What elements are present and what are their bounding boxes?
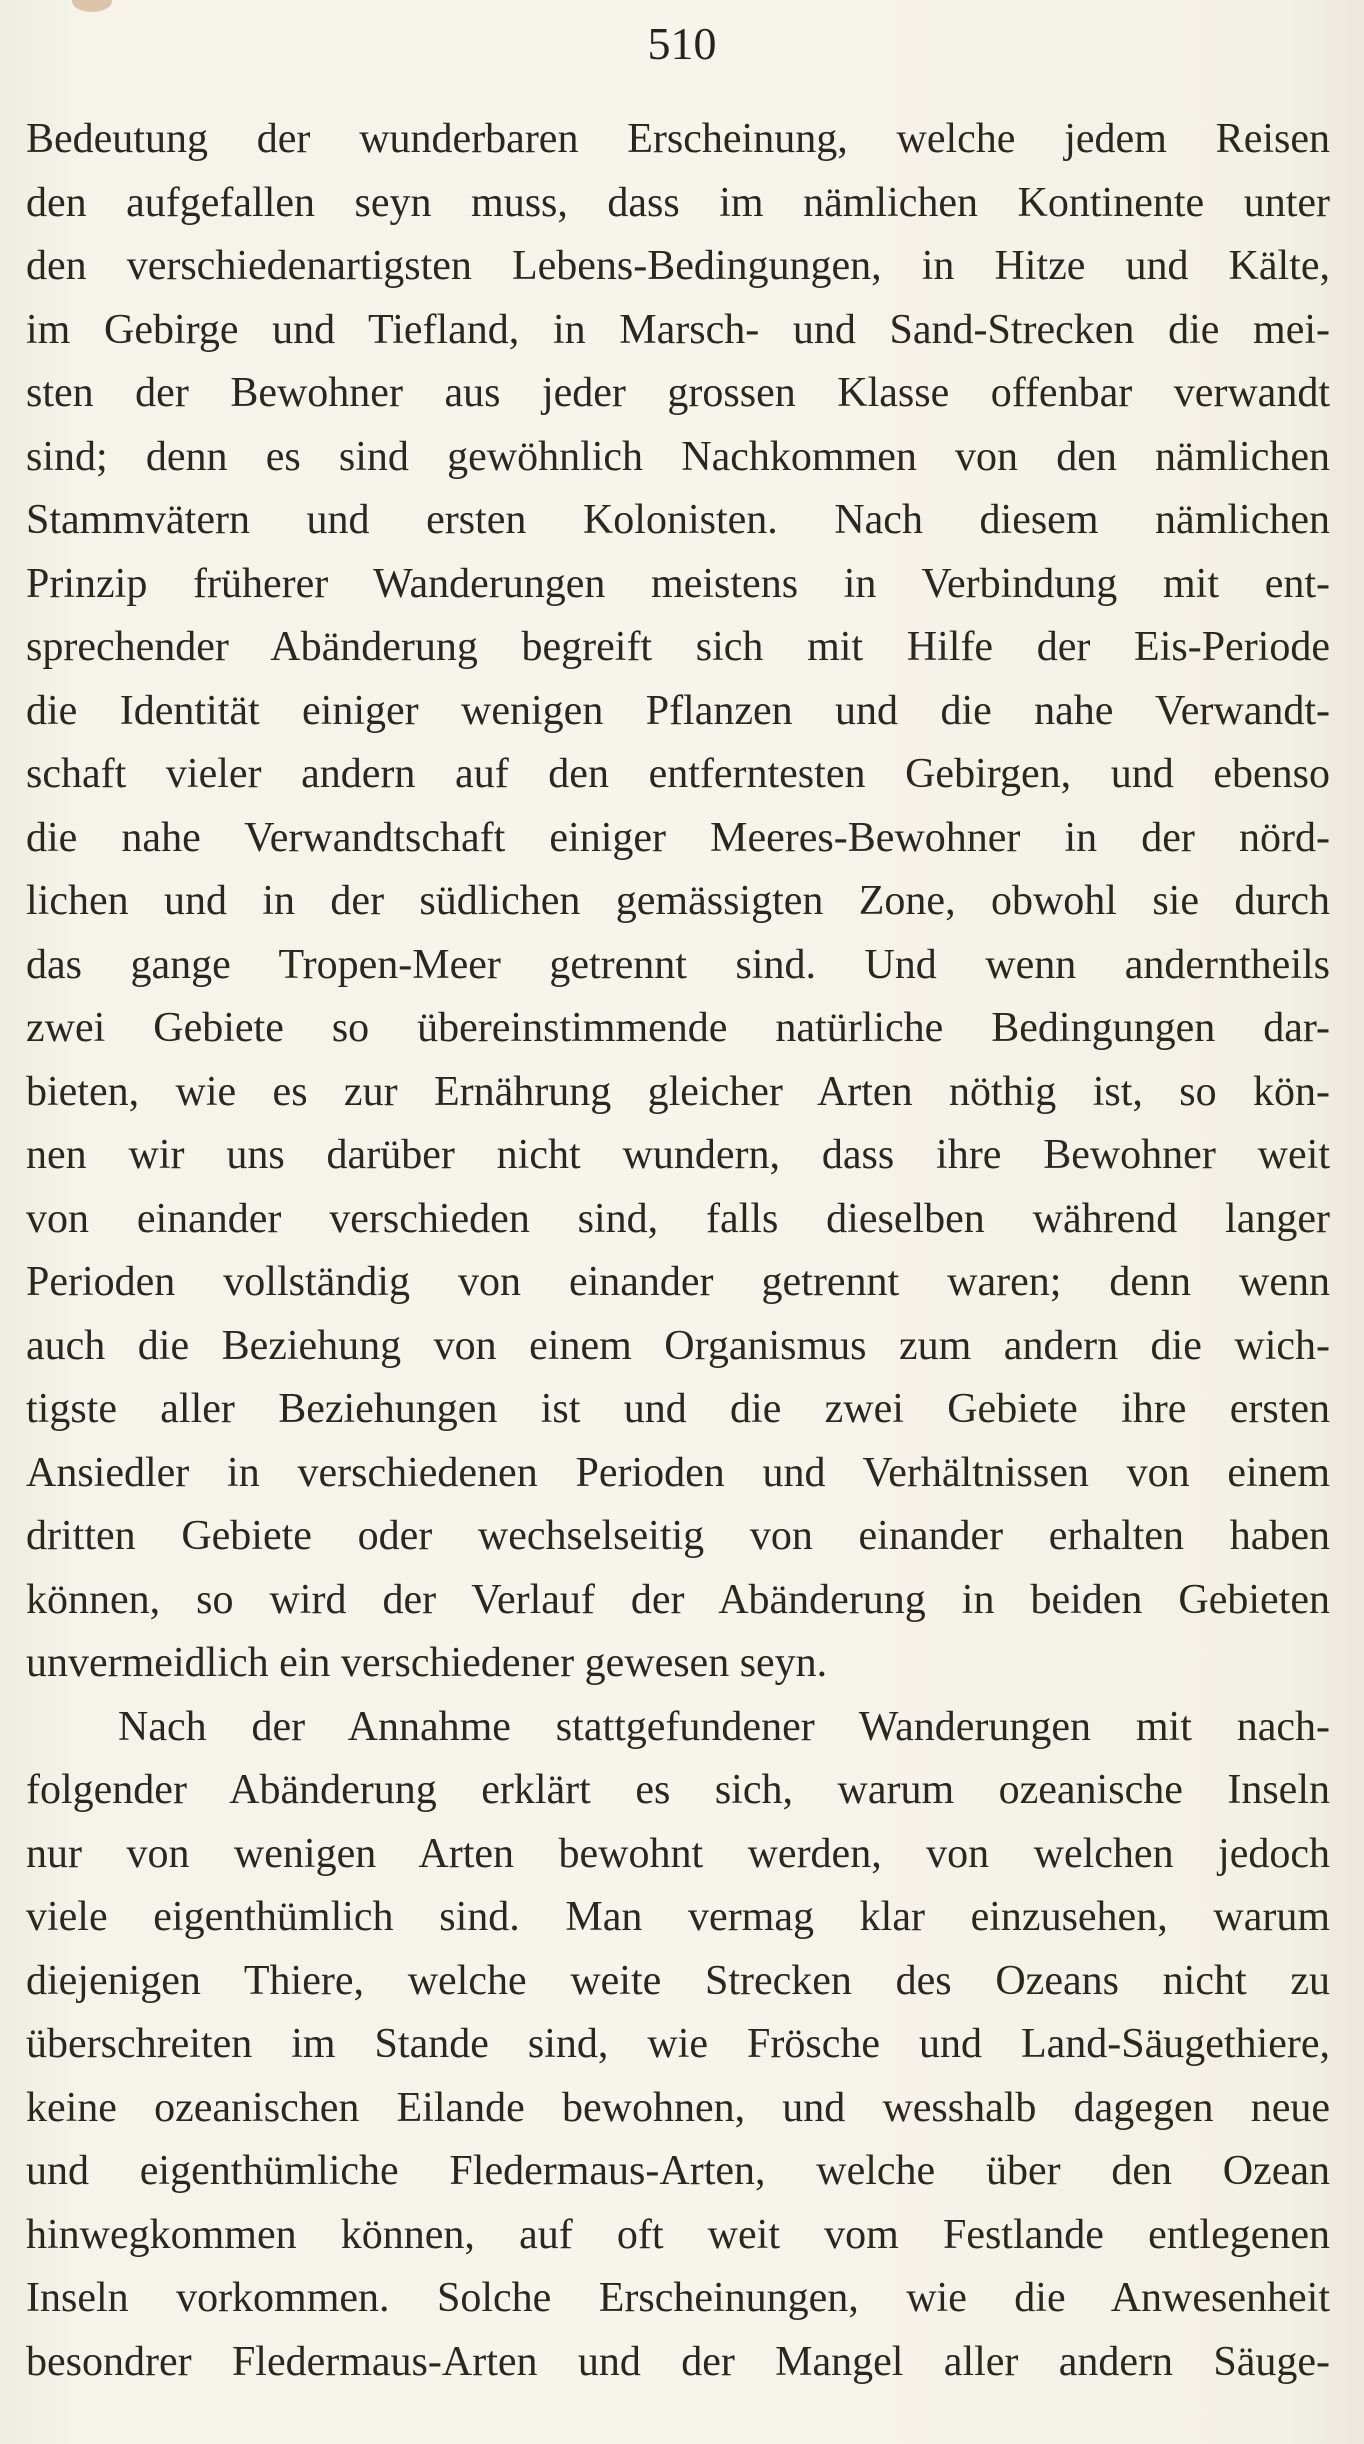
text-line: Stammvätern und ersten Kolonisten. Nach diesem nämlichen (26, 497, 1330, 543)
text-line: die nahe Verwandtschaft einiger Meeres-Bewohner in der nörd- (26, 814, 1330, 861)
text-line: können, so wird der Verlauf der Abänderung in beiden Gebieten (26, 1576, 1330, 1623)
text-line: Prinzip früherer Wanderungen meistens in Verbindung mit ent- (26, 560, 1330, 607)
text-line: den aufgefallen seyn muss, dass im nämlichen Kontinente unter (26, 179, 1330, 226)
text-line: dritten Gebiete oder wechselseitig von einander erhalten haben (26, 1513, 1330, 1559)
text-line: im Gebirge und Tiefland, in Marsch- und Sand-Strecken die mei- (26, 306, 1330, 353)
text-line: Bedeutung der wunderbaren Erscheinung, welche jedem Reisen (26, 116, 1330, 162)
text-line: sten der Bewohner aus jeder grossen Klasse offenbar verwandt (26, 370, 1330, 416)
text-line: auch die Beziehung von einem Organismus zum andern die wich- (26, 1322, 1330, 1369)
paragraph-start-line: Nach der Annahme stattgefundener Wanderungen mit nach- (118, 1703, 1330, 1750)
text-line: hinwegkommen können, auf oft weit vom Festlande entlegenen (26, 2211, 1330, 2258)
text-line: folgender Abänderung erklärt es sich, warum ozeanische Inseln (26, 1767, 1330, 1813)
ink-blot (72, 0, 112, 12)
text-line: lichen und in der südlichen gemässigten Zone, obwohl sie durch (26, 878, 1330, 924)
text-line: Perioden vollständig von einander getrennt waren; denn wenn (26, 1259, 1330, 1305)
text-line: das gange Tropen-Meer getrennt sind. Und wenn anderntheils (26, 941, 1330, 988)
text-line: schaft vieler andern auf den entferntesten Gebirgen, und ebenso (26, 751, 1330, 797)
text-line: den verschiedenartigsten Lebens-Bedingungen, in Hitze und Kälte, (26, 243, 1330, 289)
text-line: diejenigen Thiere, welche weite Strecken des Ozeans nicht zu (26, 1957, 1330, 2004)
text-line: zwei Gebiete so übereinstimmende natürliche Bedingungen dar- (26, 1005, 1330, 1051)
text-line: sind; denn es sind gewöhnlich Nachkommen von den nämlichen (26, 433, 1330, 480)
text-line: besondrer Fledermaus-Arten und der Mangel aller andern Säuge- (26, 2338, 1330, 2385)
text-line: die Identität einiger wenigen Pflanzen und die nahe Verwandt- (26, 687, 1330, 734)
page-number: 510 (647, 18, 717, 69)
text-line: nen wir uns darüber nicht wundern, dass ihre Bewohner weit (26, 1132, 1330, 1178)
text-line: sprechender Abänderung begreift sich mit Hilfe der Eis-Periode (26, 624, 1330, 670)
text-line: tigste aller Beziehungen ist und die zwei Gebiete ihre ersten (26, 1386, 1330, 1432)
paragraph-end-line: unvermeidlich ein verschiedener gewesen seyn. (26, 1640, 828, 1686)
text-line: von einander verschieden sind, falls dieselben während langer (26, 1195, 1330, 1242)
text-line: Ansiedler in verschiedenen Perioden und Verhältnissen von einem (26, 1449, 1330, 1496)
text-line: überschreiten im Stande sind, wie Frösche und Land-Säugethiere, (26, 2021, 1330, 2067)
text-line: Inseln vorkommen. Solche Erscheinungen, wie die Anwesenheit (26, 2275, 1330, 2321)
text-line: keine ozeanischen Eilande bewohnen, und wesshalb dagegen neue (26, 2084, 1330, 2131)
text-line: nur von wenigen Arten bewohnt werden, von welchen jedoch (26, 1830, 1330, 1877)
text-line: und eigenthümliche Fledermaus-Arten, welche über den Ozean (26, 2148, 1330, 2194)
body-text (26, 108, 1330, 2394)
text-line: viele eigenthümlich sind. Man vermag klar einzusehen, warum (26, 1894, 1330, 1940)
text-line: bieten, wie es zur Ernährung gleicher Arten nöthig ist, so kön- (26, 1068, 1330, 1115)
